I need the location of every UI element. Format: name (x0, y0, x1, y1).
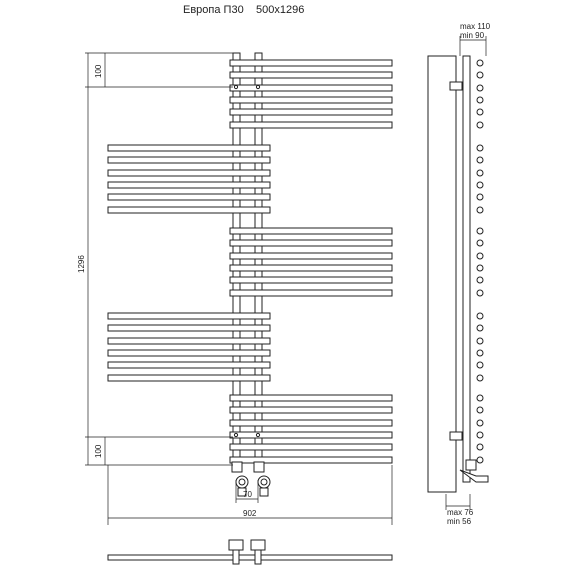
side-bar-end (477, 350, 483, 356)
wall-plate (428, 56, 456, 492)
side-bar-end (477, 145, 483, 151)
towel-bar (230, 277, 392, 283)
side-bar-end (477, 265, 483, 271)
bottom-spacing-label: 100 (94, 444, 103, 458)
total-width-label: 902 (243, 509, 257, 518)
side-bar-end (477, 109, 483, 115)
side-bar-end (477, 194, 483, 200)
towel-bar (108, 375, 270, 381)
side-bar-end (477, 290, 483, 296)
screw (256, 433, 259, 436)
side-pipe (463, 56, 470, 482)
towel-bar (230, 228, 392, 234)
wall-min-bottom-label: min 56 (447, 517, 472, 526)
towel-bar (230, 420, 392, 426)
front-view (108, 53, 392, 496)
towel-bar (230, 97, 392, 103)
towel-bar (230, 432, 392, 438)
towel-bar (230, 290, 392, 296)
towel-bar (108, 350, 270, 356)
towel-bar (230, 85, 392, 91)
towel-bar (230, 253, 392, 259)
side-bar-end (477, 60, 483, 66)
side-bar-ends (477, 60, 483, 463)
towel-bar (230, 72, 392, 78)
side-bar-end (477, 97, 483, 103)
side-bar-end (477, 338, 483, 344)
side-bar-end (477, 407, 483, 413)
towel-bar (108, 157, 270, 163)
towel-bar (230, 395, 392, 401)
side-bar-end (477, 362, 483, 368)
screw (234, 433, 237, 436)
towel-bar (108, 145, 270, 151)
towel-bar (108, 194, 270, 200)
side-bar-end (477, 420, 483, 426)
towel-bar (108, 313, 270, 319)
wall-max-bottom-label: max 76 (447, 508, 474, 517)
bottom-view (108, 540, 392, 564)
towel-bar (230, 265, 392, 271)
pipe-spacing-label: 70 (243, 490, 252, 499)
towel-bar (230, 240, 392, 246)
side-bar-end (477, 207, 483, 213)
towel-bar (230, 60, 392, 66)
side-bar-end (477, 325, 483, 331)
model-title: Европа П30 (183, 4, 244, 16)
side-bar-end (477, 85, 483, 91)
bars-group (108, 60, 392, 463)
towel-bar (230, 109, 392, 115)
side-bar-end (477, 228, 483, 234)
side-bar-end (477, 444, 483, 450)
side-bar-end (477, 277, 483, 283)
top-spacing-label: 100 (94, 64, 103, 78)
towel-bar (108, 325, 270, 331)
wall-min-top-label: min 90 (460, 31, 485, 40)
side-view (428, 56, 488, 492)
towel-bar (230, 407, 392, 413)
total-height-label: 1296 (77, 255, 86, 273)
screw (256, 85, 259, 88)
side-bar-end (477, 157, 483, 163)
side-bar-end (477, 170, 483, 176)
towel-bar (108, 182, 270, 188)
side-bar-end (477, 313, 483, 319)
screw (234, 85, 237, 88)
side-bar-end (477, 375, 483, 381)
side-bar-end (477, 457, 483, 463)
model-size: 500x1296 (256, 4, 305, 16)
side-bar-end (477, 182, 483, 188)
side-bar-end (477, 253, 483, 259)
side-bar-end (477, 395, 483, 401)
towel-bar (108, 170, 270, 176)
side-bar-end (477, 432, 483, 438)
side-bar-end (477, 122, 483, 128)
towel-bar (108, 362, 270, 368)
towel-bar (108, 338, 270, 344)
side-bar-end (477, 240, 483, 246)
towel-bar (108, 207, 270, 213)
towel-bar (230, 444, 392, 450)
side-bar-end (477, 72, 483, 78)
towel-bar (230, 122, 392, 128)
wall-max-top-label: max 110 (460, 22, 491, 31)
